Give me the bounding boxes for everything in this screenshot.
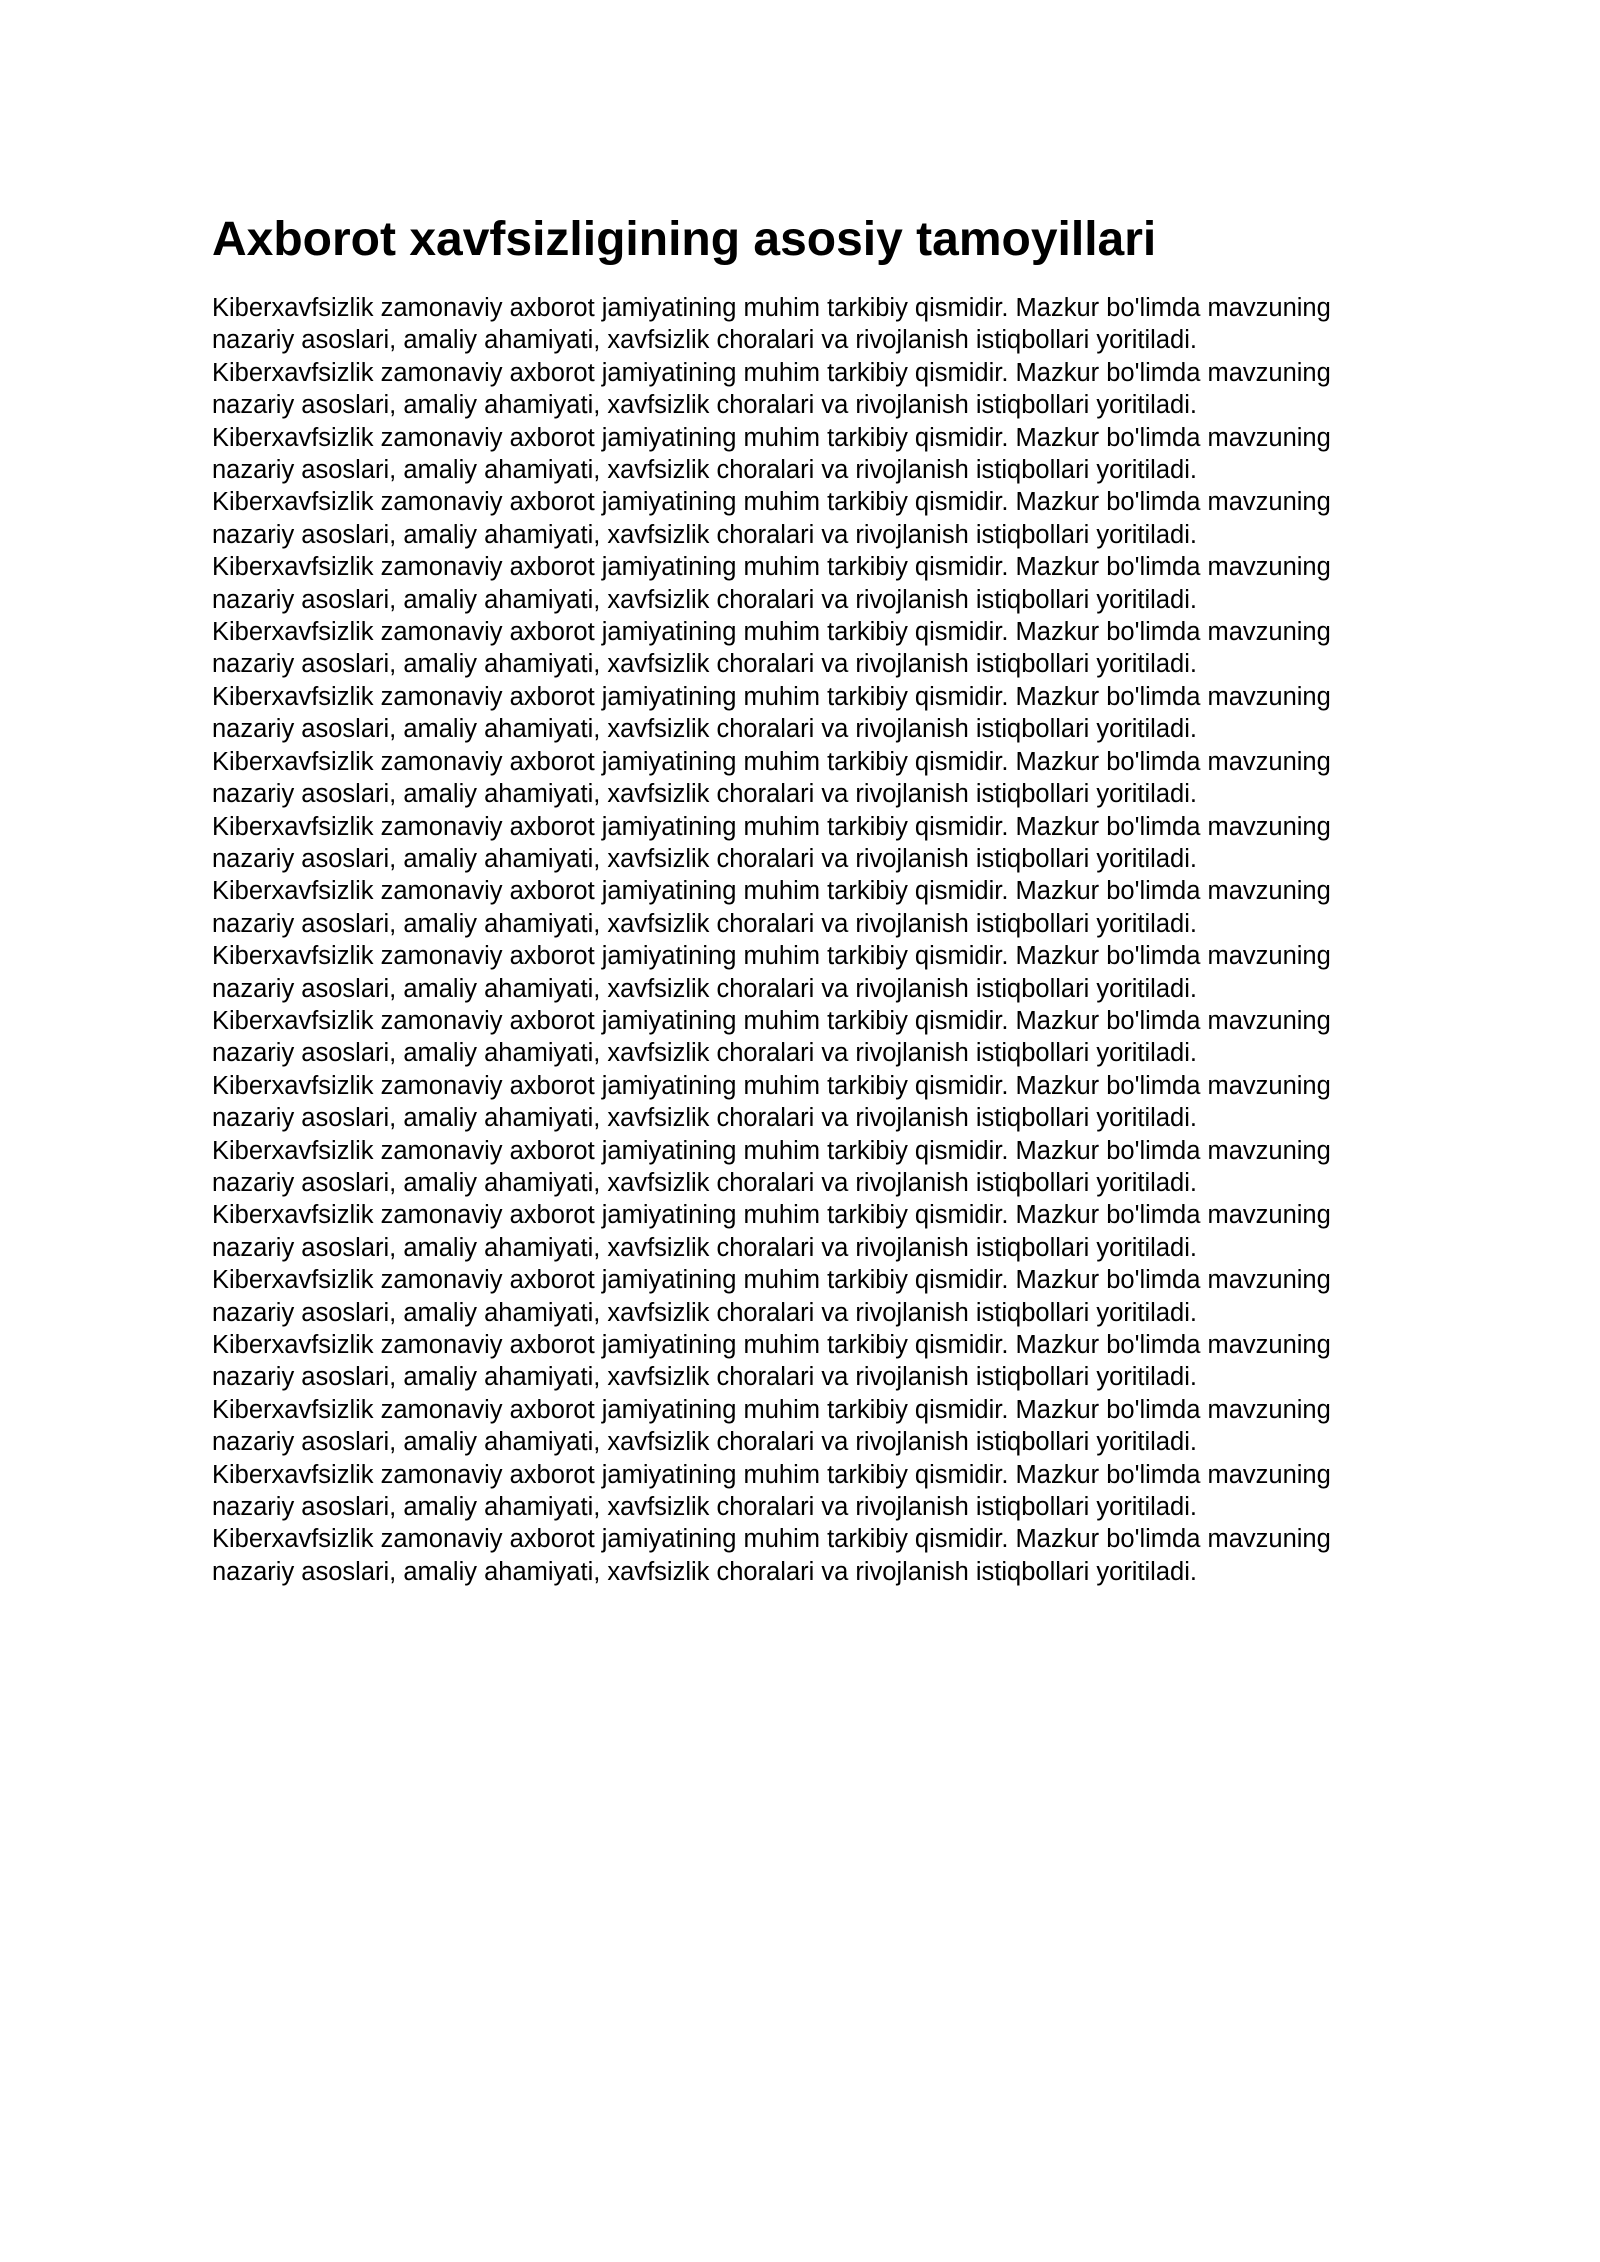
paragraph <box>212 551 1412 616</box>
paragraph <box>212 1070 1412 1135</box>
paragraph-line: Kiberxavfsizlik zamonaviy axborot jamiyatining muhim tarkibiy qismidir. Mazkur bo'limda mavzuning <box>212 553 1331 582</box>
paragraph <box>212 875 1412 940</box>
paragraph-line: nazariy asoslari, amaliy ahamiyati, xavfsizlik choralari va rivojlanish istiqbollari yoritiladi. <box>212 1039 1197 1068</box>
paragraph <box>212 1459 1412 1524</box>
paragraph <box>212 616 1412 681</box>
paragraph-line: Kiberxavfsizlik zamonaviy axborot jamiyatining muhim tarkibiy qismidir. Mazkur bo'limda mavzuning <box>212 1525 1331 1554</box>
paragraph-line: Kiberxavfsizlik zamonaviy axborot jamiyatining muhim tarkibiy qismidir. Mazkur bo'limda mavzuning <box>212 1201 1331 1230</box>
paragraph <box>212 486 1412 551</box>
page-title: Axborot xavfsizligining asosiy tamoyillari <box>212 213 1157 266</box>
paragraph-line: Kiberxavfsizlik zamonaviy axborot jamiyatining muhim tarkibiy qismidir. Mazkur bo'limda mavzuning <box>212 1331 1331 1359</box>
paragraph-line: nazariy asoslari, amaliy ahamiyati, xavfsizlik choralari va rivojlanish istiqbollari yoritiladi. <box>212 1168 1197 1197</box>
paragraph-line: Kiberxavfsizlik zamonaviy axborot jamiyatining muhim tarkibiy qismidir. Mazkur bo'limda mavzuning <box>212 1460 1331 1489</box>
paragraph-line: Kiberxavfsizlik zamonaviy axborot jamiyatining muhim tarkibiy qismidir. Mazkur bo'limda mavzuning <box>212 1395 1331 1424</box>
paragraph <box>212 1523 1412 1588</box>
paragraph-line: Kiberxavfsizlik zamonaviy axborot jamiyatining muhim tarkibiy qismidir. Mazkur bo'limda mavzuning <box>212 294 1331 322</box>
paragraph-line: nazariy asoslari, amaliy ahamiyati, xavfsizlik choralari va rivojlanish istiqbollari yoritiladi. <box>212 326 1197 355</box>
paragraph-line: nazariy asoslari, amaliy ahamiyati, xavfsizlik choralari va rivojlanish istiqbollari yoritiladi. <box>212 780 1197 809</box>
paragraph <box>212 1394 1412 1459</box>
paragraph-line: nazariy asoslari, amaliy ahamiyati, xavfsizlik choralari va rivojlanish istiqbollari yoritiladi. <box>212 1428 1197 1457</box>
paragraph-line: nazariy asoslari, amaliy ahamiyati, xavfsizlik choralari va rivojlanish istiqbollari yoritiladi. <box>212 844 1197 873</box>
paragraph-line: Kiberxavfsizlik zamonaviy axborot jamiyatining muhim tarkibiy qismidir. Mazkur bo'limda mavzuning <box>212 1006 1331 1035</box>
paragraph-line: nazariy asoslari, amaliy ahamiyati, xavfsizlik choralari va rivojlanish istiqbollari yoritiladi. <box>212 1363 1197 1392</box>
paragraph-line: Kiberxavfsizlik zamonaviy axborot jamiyatining muhim tarkibiy qismidir. Mazkur bo'limda mavzuning <box>212 812 1331 841</box>
paragraph-line: nazariy asoslari, amaliy ahamiyati, xavfsizlik choralari va rivojlanish istiqbollari yoritiladi. <box>212 1557 1197 1586</box>
paragraph <box>212 422 1412 487</box>
paragraph-line: Kiberxavfsizlik zamonaviy axborot jamiyatining muhim tarkibiy qismidir. Mazkur bo'limda mavzuning <box>212 682 1331 711</box>
paragraph-line: nazariy asoslari, amaliy ahamiyati, xavfsizlik choralari va rivojlanish istiqbollari yoritiladi. <box>212 1233 1197 1262</box>
paragraph <box>212 1005 1412 1070</box>
paragraph-line: Kiberxavfsizlik zamonaviy axborot jamiyatining muhim tarkibiy qismidir. Mazkur bo'limda mavzuning <box>212 488 1331 517</box>
paragraph <box>212 746 1412 811</box>
paragraph <box>212 1264 1412 1329</box>
paragraph-line: Kiberxavfsizlik zamonaviy axborot jamiyatining muhim tarkibiy qismidir. Mazkur bo'limda mavzuning <box>212 1266 1331 1295</box>
document-content <box>212 208 1412 1588</box>
body-paragraphs <box>212 292 1412 1588</box>
paragraph <box>212 681 1412 746</box>
paragraph <box>212 940 1412 1005</box>
paragraph <box>212 292 1412 357</box>
paragraph-line: Kiberxavfsizlik zamonaviy axborot jamiyatining muhim tarkibiy qismidir. Mazkur bo'limda mavzuning <box>212 942 1331 971</box>
paragraph-line: Kiberxavfsizlik zamonaviy axborot jamiyatining muhim tarkibiy qismidir. Mazkur bo'limda mavzuning <box>212 877 1331 906</box>
paragraph-line: Kiberxavfsizlik zamonaviy axborot jamiyatining muhim tarkibiy qismidir. Mazkur bo'limda mavzuning <box>212 423 1331 452</box>
paragraph-line: nazariy asoslari, amaliy ahamiyati, xavfsizlik choralari va rivojlanish istiqbollari yoritiladi. <box>212 456 1197 485</box>
paragraph-line: Kiberxavfsizlik zamonaviy axborot jamiyatining muhim tarkibiy qismidir. Mazkur bo'limda mavzuning <box>212 1071 1331 1100</box>
paragraph-line: nazariy asoslari, amaliy ahamiyati, xavfsizlik choralari va rivojlanish istiqbollari yoritiladi. <box>212 974 1197 1003</box>
paragraph <box>212 357 1412 422</box>
paragraph <box>212 1135 1412 1200</box>
paragraph-line: Kiberxavfsizlik zamonaviy axborot jamiyatining muhim tarkibiy qismidir. Mazkur bo'limda mavzuning <box>212 358 1331 387</box>
paragraph-line: nazariy asoslari, amaliy ahamiyati, xavfsizlik choralari va rivojlanish istiqbollari yoritiladi. <box>212 909 1197 938</box>
paragraph <box>212 1329 1412 1394</box>
paragraph-line: nazariy asoslari, amaliy ahamiyati, xavfsizlik choralari va rivojlanish istiqbollari yoritiladi. <box>212 520 1197 549</box>
paragraph-line: nazariy asoslari, amaliy ahamiyati, xavfsizlik choralari va rivojlanish istiqbollari yoritiladi. <box>212 1298 1197 1327</box>
paragraph-line: nazariy asoslari, amaliy ahamiyati, xavfsizlik choralari va rivojlanish istiqbollari yoritiladi. <box>212 585 1197 614</box>
paragraph-line: Kiberxavfsizlik zamonaviy axborot jamiyatining muhim tarkibiy qismidir. Mazkur bo'limda mavzuning <box>212 747 1331 776</box>
paragraph <box>212 811 1412 876</box>
paragraph-line: nazariy asoslari, amaliy ahamiyati, xavfsizlik choralari va rivojlanish istiqbollari yoritiladi. <box>212 391 1197 420</box>
paragraph-line: Kiberxavfsizlik zamonaviy axborot jamiyatining muhim tarkibiy qismidir. Mazkur bo'limda mavzuning <box>212 1136 1331 1165</box>
paragraph-line: nazariy asoslari, amaliy ahamiyati, xavfsizlik choralari va rivojlanish istiqbollari yoritiladi. <box>212 650 1197 679</box>
paragraph-line: nazariy asoslari, amaliy ahamiyati, xavfsizlik choralari va rivojlanish istiqbollari yoritiladi. <box>212 715 1197 744</box>
paragraph <box>212 1199 1412 1264</box>
paragraph-line: nazariy asoslari, amaliy ahamiyati, xavfsizlik choralari va rivojlanish istiqbollari yoritiladi. <box>212 1104 1197 1133</box>
paragraph-line: nazariy asoslari, amaliy ahamiyati, xavfsizlik choralari va rivojlanish istiqbollari yoritiladi. <box>212 1493 1197 1522</box>
paragraph-line: Kiberxavfsizlik zamonaviy axborot jamiyatining muhim tarkibiy qismidir. Mazkur bo'limda mavzuning <box>212 618 1331 647</box>
